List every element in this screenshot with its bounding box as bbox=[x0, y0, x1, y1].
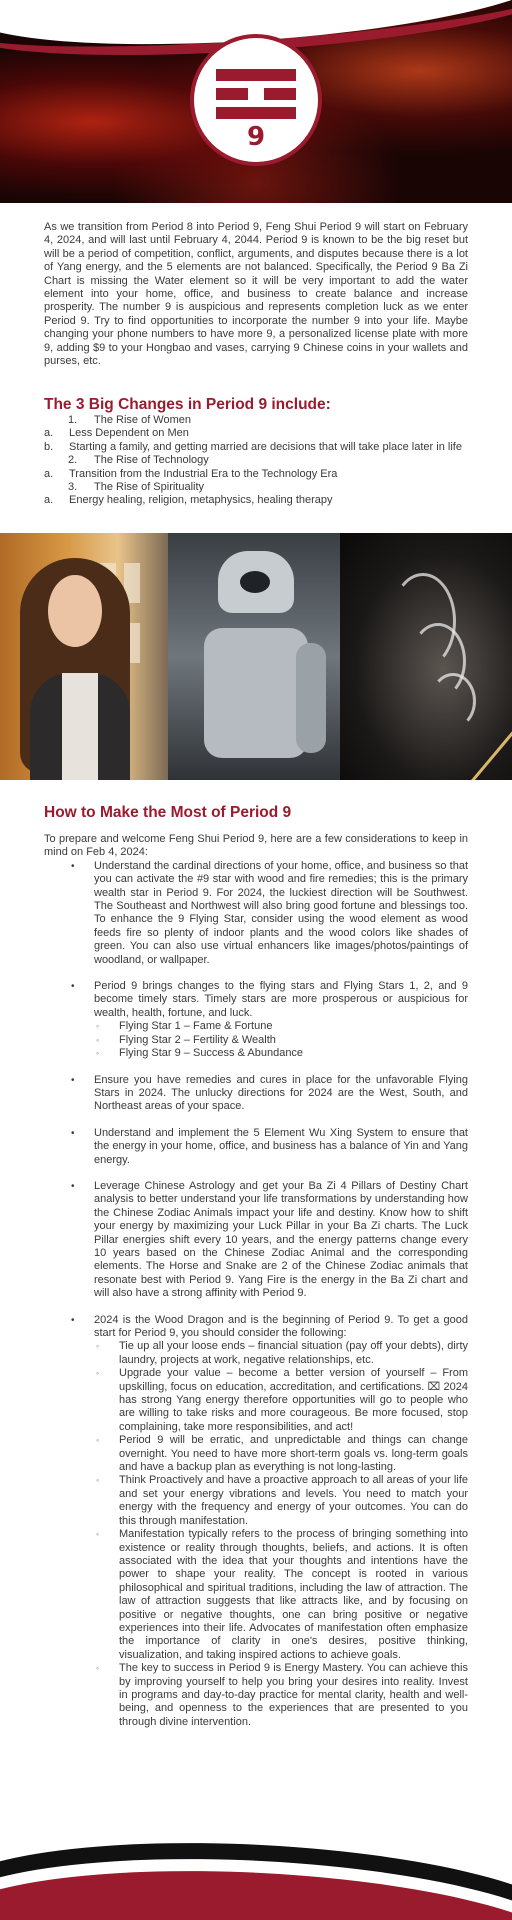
change-sub-label: Starting a family, and getting married are decisions that will take place later in life bbox=[69, 440, 462, 453]
trigram-line-broken-left bbox=[216, 88, 248, 100]
tip-sublist bbox=[94, 1020, 468, 1060]
bullet-icon: • bbox=[71, 1180, 75, 1192]
change-item bbox=[44, 454, 468, 467]
incense-stick bbox=[468, 730, 512, 780]
tip-text: Ensure you have remedies and cures in place for the unfavorable Flying Stars in 2024. The unlucky directions for 2024 are the West, South, and Northeast areas of your space. bbox=[94, 1073, 468, 1113]
trigram-line-solid bbox=[216, 69, 296, 81]
tip-sublist bbox=[94, 1340, 468, 1729]
period-9-emblem bbox=[194, 38, 318, 162]
tip-text: Understand and implement the 5 Element Wu Xing System to ensure that the energy in your home, office, and business has a balance of Yin and Yang energy. bbox=[94, 1126, 468, 1166]
tip-subitem-text: Period 9 will be erratic, and unpredictable and things can change overnight. You need to have more short-term goals vs. long-term goals and have a backup plan as everything is not long-lasting. bbox=[119, 1434, 468, 1474]
tip-item bbox=[44, 1127, 468, 1167]
change-subitem bbox=[0, 441, 468, 454]
change-sub-letter: b. bbox=[44, 440, 54, 453]
bullet-icon: • bbox=[71, 860, 75, 872]
bullet-icon: • bbox=[71, 1074, 75, 1086]
tip-item bbox=[44, 1074, 468, 1114]
photo-robot bbox=[168, 533, 340, 780]
change-sub-letter: a. bbox=[44, 427, 54, 440]
smoke-wisp bbox=[430, 673, 476, 729]
tip-subitem bbox=[94, 1434, 468, 1474]
tip-subitem bbox=[94, 1662, 468, 1729]
hero-banner bbox=[0, 0, 512, 203]
change-item bbox=[44, 481, 468, 494]
tip-subitem-text: Flying Star 1 – Fame & Fortune bbox=[119, 1020, 273, 1033]
tip-subitem-text: The key to success in Period 9 is Energy Mastery. You can achieve this by improving yourself to help you bring your desires into reality. Invest in programs and day-to-day practice for mental clarity, health and well-being, and openness to the experiences that are presented to you through divine intervention. bbox=[119, 1662, 468, 1728]
tip-text: Understand the cardinal directions of your home, office, and business so that you can activate the #9 star with wood and fire remedies; this is the primary wealth star in Period 9. For 2024, the luckiest direction will be Southwest. The Southeast and Northwest will also bring good fortune and blessings too. To enhance the 9 Flying Star, consider using the wood element as wood feeds fire so plenty of indoor plants and the wood colors like shades of green. You can also use virtual enhancers like images/photos/paintings of woodland, or wallpaper. bbox=[94, 859, 468, 966]
changes-section bbox=[44, 396, 468, 508]
tip-text: Leverage Chinese Astrology and get your Ba Zi 4 Pillars of Destiny Chart analysis to better understand your life transformations by understanding how the Chinese Zodiac Animals impact your life and destiny. Know how to shift your energy by maximizing your Luck Pillar in your Ba Zi charts. The Luck Pillar energies shift every 10 years, and the energy patterns change every 10 years based on the Chinese Zodiac Animal and the corresponding elements. The Horse and Snake are 2 of the Chinese Zodiac animals that resonate best with Period 9. Yang Fire is the energy in the Ba Zi chart and will also have a strong affinity with Period 9. bbox=[94, 1179, 468, 1300]
change-item bbox=[44, 414, 468, 427]
intro-paragraph: As we transition from Period 8 into Period 9, Feng Shui Period 9 will start on February 4, 2024, and will last until February 4, 2044. Period 9 is known to be the big reset but will be a period of competition, conflict, arguments, and disputes because there is a lot of Yang energy, and the 5 elements are not balanced. Specifically, the Period 9 Ba Zi Chart is missing the Water element so it will be very important to add the water element into your home, office, and business to create balance and increase prosperity. The number 9 is auspicious and represents completion luck as we enter Period 9. Try to find opportunities to incorporate the number 9 into your life. Maybe changing your phone numbers to have more 9, a personalized license plate with more 9, adding $9 to your Hongbao and vases, carrying 9 Chinese coins in your wallets and purses, etc. bbox=[44, 221, 468, 368]
bullet-icon: • bbox=[71, 981, 75, 993]
robot-body bbox=[204, 628, 308, 758]
changes-list bbox=[44, 414, 468, 508]
circle-bullet-icon: ◦ bbox=[96, 1475, 100, 1486]
tip-subitem-text: Manifestation typically refers to the process of bringing something into existence or reality through thoughts, beliefs, and actions. It is often associated with the idea that your thoughts and intentions have the power to shape your reality. The concept is rooted in various philosophical and spiritual traditions, including the law of attraction. The law of attraction suggests that like attracts like, and by focusing on positive or negative thoughts, one can bring positive or negative experiences into their life. Advocates of manifestation often emphasize the importance of clarity in one's desires, positive thinking, visualization, and taking inspired actions to achieve goals. bbox=[119, 1528, 468, 1661]
howto-lead: To prepare and welcome Feng Shui Period 9, here are a few considerations to keep in mind on Feb 4, 2024: bbox=[44, 833, 468, 859]
woman-face bbox=[48, 575, 102, 647]
change-sub-letter: a. bbox=[44, 494, 54, 507]
tip-item bbox=[44, 1180, 468, 1301]
tip-subitem-text: Think Proactively and have a proactive approach to all areas of your life and set your energy vibrations and levels. You need to match your energy with the frequency and energy of your outcomes. You can do this through manifestation. bbox=[119, 1474, 468, 1527]
circle-bullet-icon: ◦ bbox=[96, 1435, 100, 1446]
tip-subitem bbox=[94, 1367, 468, 1434]
change-subitem bbox=[0, 427, 468, 440]
circle-bullet-icon: ◦ bbox=[96, 1048, 100, 1059]
circle-bullet-icon: ◦ bbox=[96, 1021, 100, 1032]
tip-text: Period 9 brings changes to the flying stars and Flying Stars 1, 2, and 9 become timely stars. Timely stars are more prosperous or auspicious for wealth, health, fortune, and luck. bbox=[94, 980, 468, 1019]
tip-subitem-text: Flying Star 9 – Success & Abundance bbox=[119, 1047, 304, 1060]
tip-item bbox=[44, 860, 468, 967]
howto-section bbox=[44, 804, 468, 1742]
change-subitem bbox=[0, 468, 468, 481]
trigram-line-broken-right bbox=[264, 88, 296, 100]
bullet-icon: • bbox=[71, 1314, 75, 1326]
photo-woman bbox=[0, 533, 168, 780]
woman-shirt bbox=[62, 673, 98, 780]
tip-item bbox=[44, 980, 468, 1060]
tip-subitem bbox=[94, 1474, 468, 1528]
photo-strip bbox=[0, 533, 512, 780]
change-subitem bbox=[0, 494, 468, 507]
tip-subitem bbox=[94, 1340, 468, 1367]
tip-subitem-text: Tie up all your loose ends – financial situation (pay off your debts), dirty laundry, projects at work, negative relationships, etc. bbox=[119, 1340, 468, 1366]
trigram-line-solid bbox=[216, 107, 296, 119]
change-sub-label: Energy healing, religion, metaphysics, healing therapy bbox=[69, 494, 333, 507]
change-label: The Rise of Spirituality bbox=[94, 481, 205, 494]
change-sub-label: Transition from the Industrial Era to the Technology Era bbox=[69, 467, 338, 480]
change-number: 3. bbox=[68, 481, 78, 494]
change-number: 1. bbox=[68, 414, 78, 426]
tip-subitem bbox=[94, 1047, 468, 1060]
changes-heading: The 3 Big Changes in Period 9 include: bbox=[44, 396, 331, 413]
photo-incense-smoke bbox=[340, 533, 512, 780]
bullet-icon: • bbox=[71, 1127, 75, 1139]
tip-text: 2024 is the Wood Dragon and is the beginning of Period 9. To get a good start for Period 9, you should consider the following: bbox=[94, 1313, 468, 1339]
robot-camera-eye bbox=[240, 571, 270, 593]
tip-subitem bbox=[94, 1034, 468, 1047]
tips-list bbox=[44, 860, 468, 1729]
change-sub-label: Less Dependent on Men bbox=[69, 427, 189, 440]
change-number: 2. bbox=[68, 454, 78, 467]
change-sub-letter: a. bbox=[44, 467, 54, 480]
tip-subitem bbox=[94, 1020, 468, 1033]
footer-swoosh bbox=[0, 1835, 512, 1920]
circle-bullet-icon: ◦ bbox=[96, 1368, 100, 1379]
tip-subitem-text: Upgrade your value – become a better version of yourself – From upskilling, focus on education, accreditation, and certifications. ⌧ 2024 has strong Yang energy therefore opportunities will go to people who are willing to take risks and more courageous. Be more focused, stop complaining, take more responsibilities, and act! bbox=[119, 1367, 468, 1433]
circle-bullet-icon: ◦ bbox=[96, 1034, 100, 1045]
circle-bullet-icon: ◦ bbox=[96, 1341, 100, 1352]
tip-subitem bbox=[94, 1528, 468, 1662]
howto-heading: How to Make the Most of Period 9 bbox=[44, 804, 292, 821]
change-label: The Rise of Women bbox=[94, 414, 192, 426]
circle-bullet-icon: ◦ bbox=[96, 1529, 100, 1540]
tip-subitem-text: Flying Star 2 – Fertility & Wealth bbox=[119, 1033, 276, 1046]
robot-arm bbox=[296, 643, 326, 753]
intro-section bbox=[44, 221, 468, 368]
circle-bullet-icon: ◦ bbox=[96, 1663, 100, 1674]
tip-item bbox=[44, 1314, 468, 1730]
emblem-number: 9 bbox=[246, 122, 266, 152]
change-label: The Rise of Technology bbox=[94, 454, 209, 467]
